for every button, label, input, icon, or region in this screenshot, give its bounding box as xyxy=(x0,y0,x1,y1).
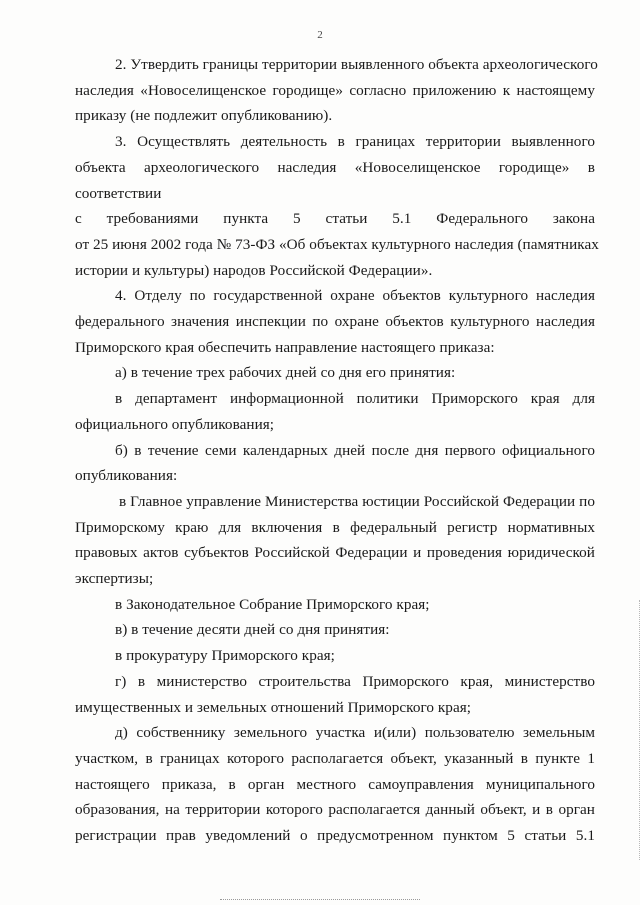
subitem-d-line-1: д) собственнику земельного участка и(или) пользователю земельным xyxy=(115,724,595,742)
paragraph-3-line-3: соответствии xyxy=(75,184,162,202)
subitem-d-line-4: образования, на территории которого располагается данный объект, и в орган xyxy=(75,801,595,819)
subitem-b-recipient-1-line-3: правовых актов субъектов Российской Федерации и проведения юридической xyxy=(75,544,595,562)
subitem-a-recipient-1-line-1: в департамент информационной политики Приморского края для xyxy=(115,390,595,408)
subitem-b-recipient-1-line-4: экспертизы; xyxy=(75,570,154,588)
subitem-v-recipient-1-line-1: в прокуратуру Приморского края; xyxy=(115,647,335,665)
subitem-g-line-1: г) в министерство строительства Приморского края, министерство xyxy=(115,672,595,690)
subitem-g xyxy=(75,669,595,720)
subitem-b-line-1: б) в течение семи календарных дней после дня первого официального xyxy=(115,441,595,459)
subitem-b-recipient-1-line-1: в Главное управление Министерства юстиции Российской Федерации по xyxy=(119,492,595,510)
subitem-b-recipient-1-line-2: Приморскому краю для включения в федеральный регистр нормативных xyxy=(75,518,595,536)
paragraph-2-line-2: наследия «Новоселищенское городище» согласно приложению к настоящему xyxy=(75,81,595,99)
subitem-g-line-2: имущественных и земельных отношений Приморского края; xyxy=(75,698,472,716)
paragraph-4-line-3: Приморского края обеспечить направление настоящего приказа: xyxy=(75,338,495,356)
subitem-d xyxy=(75,720,595,849)
subitem-a-line-1: а) в течение трех рабочих дней со дня его принятия: xyxy=(115,364,456,382)
paragraph-2-line-1: 2. Утвердить границы территории выявленного объекта археологического xyxy=(115,56,598,73)
paragraph-2-line-3: приказу (не подлежит опубликованию). xyxy=(75,107,333,125)
subitem-a xyxy=(75,360,595,386)
subitem-b-recipient-1 xyxy=(75,489,595,592)
page-number: 2 xyxy=(317,29,323,41)
subitem-b-line-2: опубликования: xyxy=(75,467,178,485)
subitem-b-recipient-2-line-1: в Законодательное Собрание Приморского края; xyxy=(115,595,430,613)
subitem-v-recipient-1 xyxy=(75,643,595,669)
paragraph-3 xyxy=(75,129,599,283)
paragraph-3-line-5: от 25 июня 2002 года № 73-ФЗ «Об объектах культурного наследия (памятниках xyxy=(75,235,599,253)
paragraph-3-line-6: истории и культуры) народов Российской Федерации». xyxy=(75,261,433,279)
subitem-b xyxy=(75,438,595,489)
bottom-scan-artifact xyxy=(220,899,420,900)
paragraph-4-line-2: федерального значения инспекции по охране объектов культурного наследия xyxy=(75,313,595,331)
paragraph-3-line-1: 3. Осуществлять деятельность в границах территории выявленного xyxy=(115,133,595,151)
paragraph-3-line-2: объекта археологического наследия «Новоселищенское городище» в xyxy=(75,158,595,176)
paragraph-4-line-1: 4. Отделу по государственной охране объектов культурного наследия xyxy=(115,287,595,305)
subitem-b-recipient-2 xyxy=(75,592,595,618)
subitem-v-line-1: в) в течение десяти дней со дня принятия: xyxy=(115,621,390,639)
subitem-v xyxy=(75,617,595,643)
subitem-d-line-2: участком, в границах которого располагается объект, указанный в пункте 1 xyxy=(75,749,595,767)
paragraph-2 xyxy=(75,52,598,129)
subitem-d-line-5: регистрации прав уведомлений о предусмотренном пунктом 5 статьи 5.1 xyxy=(75,827,595,845)
subitem-a-recipient-1-line-2: официального опубликования; xyxy=(75,415,275,433)
paragraph-3-line-4: с требованиями пункта 5 статьи 5.1 Федерального закона xyxy=(75,210,595,228)
subitem-d-line-3: настоящего приказа, в орган местного самоуправления муниципального xyxy=(75,775,595,793)
subitem-a-recipient-1 xyxy=(75,386,595,437)
paragraph-4 xyxy=(75,283,595,360)
document-body xyxy=(75,52,599,849)
